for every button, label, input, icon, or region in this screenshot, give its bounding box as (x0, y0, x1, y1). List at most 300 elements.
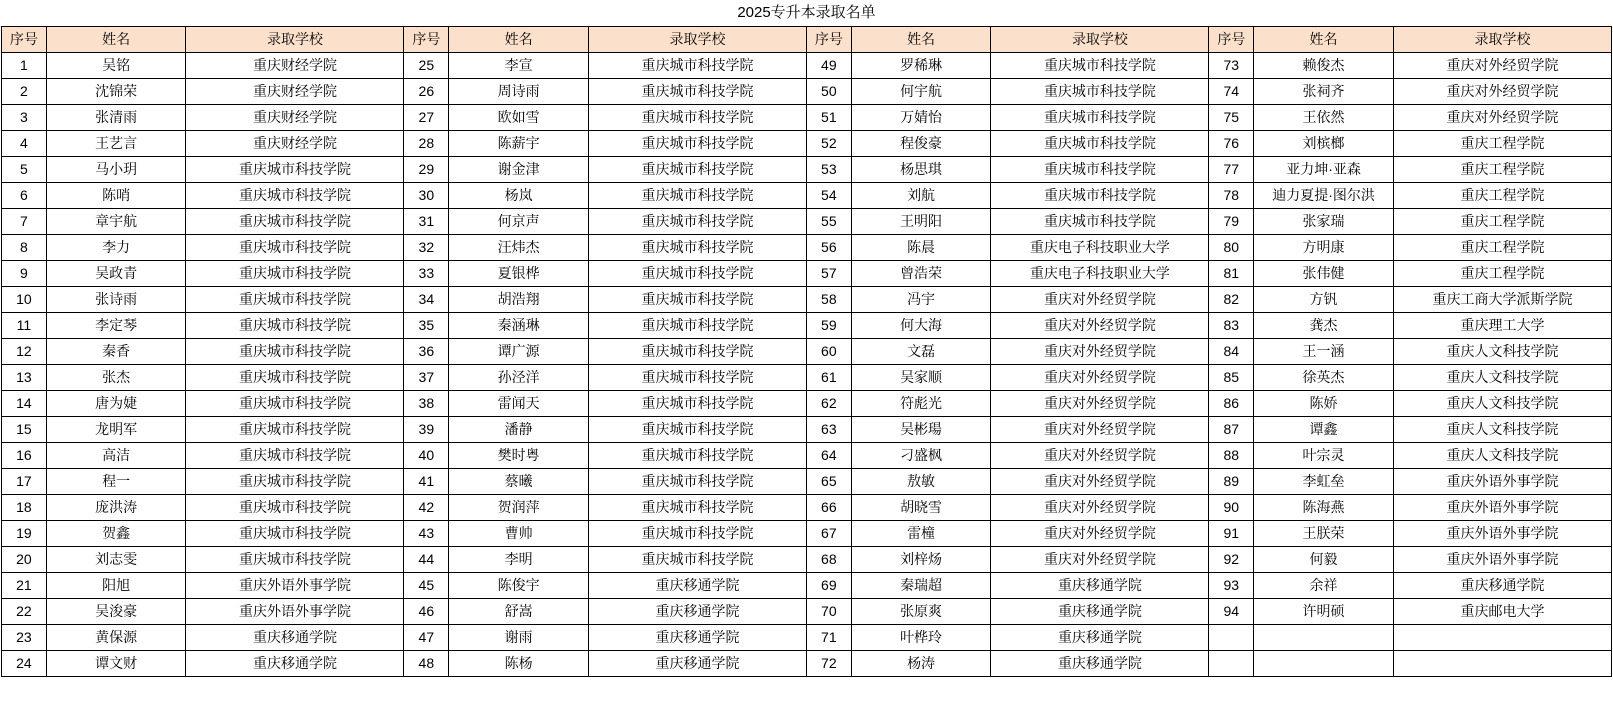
header-index-2: 序号 (404, 27, 449, 53)
cell-school: 重庆外语外事学院 (1393, 547, 1611, 573)
cell-school: 重庆对外经贸学院 (1393, 105, 1611, 131)
cell-school: 重庆城市科技学院 (588, 417, 806, 443)
cell-index: 90 (1209, 495, 1254, 521)
header-index-1: 序号 (2, 27, 47, 53)
header-name-1: 姓名 (46, 27, 186, 53)
cell-school: 重庆人文科技学院 (1393, 417, 1611, 443)
cell-name: 王朕荣 (1254, 521, 1394, 547)
cell-name: 秦涵琳 (449, 313, 589, 339)
header-name-4: 姓名 (1254, 27, 1394, 53)
cell-school: 重庆工程学院 (1393, 157, 1611, 183)
cell-name: 刘槟榔 (1254, 131, 1394, 157)
cell-index: 55 (806, 209, 851, 235)
cell-school: 重庆城市科技学院 (186, 157, 404, 183)
cell-school: 重庆城市科技学院 (186, 209, 404, 235)
cell-index: 29 (404, 157, 449, 183)
cell-school: 重庆城市科技学院 (186, 547, 404, 573)
cell-name: 舒嵩 (449, 599, 589, 625)
cell-index: 13 (2, 365, 47, 391)
cell-name: 李定琴 (46, 313, 186, 339)
cell-index: 46 (404, 599, 449, 625)
cell-name: 吴铭 (46, 53, 186, 79)
cell-index: 86 (1209, 391, 1254, 417)
cell-index: 30 (404, 183, 449, 209)
cell-index: 40 (404, 443, 449, 469)
cell-name: 程一 (46, 469, 186, 495)
cell-school: 重庆对外经贸学院 (991, 287, 1209, 313)
page-title: 2025专升本录取名单 (737, 4, 876, 21)
cell-name: 杨涛 (851, 651, 991, 677)
cell-name: 敖敏 (851, 469, 991, 495)
cell-index: 58 (806, 287, 851, 313)
cell-index: 9 (2, 261, 47, 287)
cell-school: 重庆对外经贸学院 (991, 313, 1209, 339)
cell-index: 10 (2, 287, 47, 313)
cell-index: 1 (2, 53, 47, 79)
cell-school: 重庆城市科技学院 (991, 53, 1209, 79)
header-name-2: 姓名 (449, 27, 589, 53)
cell-name: 欧如雪 (449, 105, 589, 131)
cell-index: 50 (806, 79, 851, 105)
cell-school: 重庆城市科技学院 (588, 495, 806, 521)
cell-school: 重庆城市科技学院 (186, 365, 404, 391)
cell-school: 重庆移通学院 (186, 651, 404, 677)
cell-name: 胡浩翔 (449, 287, 589, 313)
table-row (2, 53, 1612, 79)
table-row (2, 599, 1612, 625)
cell-name: 吴彬瑒 (851, 417, 991, 443)
cell-index: 60 (806, 339, 851, 365)
cell-index: 7 (2, 209, 47, 235)
cell-index: 66 (806, 495, 851, 521)
cell-name: 谢金津 (449, 157, 589, 183)
cell-school: 重庆对外经贸学院 (991, 391, 1209, 417)
cell-school (1393, 651, 1611, 677)
cell-school: 重庆财经学院 (186, 131, 404, 157)
cell-school: 重庆移通学院 (588, 625, 806, 651)
cell-index: 24 (2, 651, 47, 677)
cell-index: 3 (2, 105, 47, 131)
cell-school: 重庆城市科技学院 (186, 521, 404, 547)
table-row (2, 339, 1612, 365)
table-row (2, 235, 1612, 261)
cell-name: 万婧怡 (851, 105, 991, 131)
cell-school: 重庆城市科技学院 (588, 157, 806, 183)
cell-school: 重庆城市科技学院 (588, 365, 806, 391)
cell-index: 17 (2, 469, 47, 495)
table-row (2, 573, 1612, 599)
cell-index (1209, 651, 1254, 677)
cell-index: 16 (2, 443, 47, 469)
cell-school: 重庆移通学院 (186, 625, 404, 651)
cell-index: 19 (2, 521, 47, 547)
cell-name: 汪炜杰 (449, 235, 589, 261)
cell-school: 重庆对外经贸学院 (991, 521, 1209, 547)
cell-name: 曾浩荣 (851, 261, 991, 287)
cell-index: 77 (1209, 157, 1254, 183)
cell-school: 重庆对外经贸学院 (991, 443, 1209, 469)
cell-index: 81 (1209, 261, 1254, 287)
cell-name: 高洁 (46, 443, 186, 469)
cell-index: 89 (1209, 469, 1254, 495)
cell-index: 2 (2, 79, 47, 105)
cell-index: 76 (1209, 131, 1254, 157)
cell-index: 8 (2, 235, 47, 261)
cell-school: 重庆城市科技学院 (186, 235, 404, 261)
cell-school: 重庆人文科技学院 (1393, 391, 1611, 417)
cell-school: 重庆人文科技学院 (1393, 339, 1611, 365)
cell-name: 符彪光 (851, 391, 991, 417)
cell-index: 28 (404, 131, 449, 157)
table-row (2, 651, 1612, 677)
cell-index: 82 (1209, 287, 1254, 313)
cell-index: 62 (806, 391, 851, 417)
cell-name: 吴浚豪 (46, 599, 186, 625)
cell-school: 重庆城市科技学院 (186, 261, 404, 287)
cell-name: 潘静 (449, 417, 589, 443)
cell-school: 重庆移通学院 (991, 599, 1209, 625)
cell-school: 重庆外语外事学院 (186, 599, 404, 625)
table-row (2, 495, 1612, 521)
cell-school: 重庆电子科技职业大学 (991, 261, 1209, 287)
cell-school: 重庆城市科技学院 (991, 79, 1209, 105)
cell-name: 沈锦荣 (46, 79, 186, 105)
cell-index: 48 (404, 651, 449, 677)
table-row (2, 391, 1612, 417)
cell-school: 重庆移通学院 (991, 625, 1209, 651)
cell-school: 重庆城市科技学院 (588, 391, 806, 417)
cell-name (1254, 625, 1394, 651)
cell-school: 重庆城市科技学院 (588, 53, 806, 79)
cell-name: 樊时粤 (449, 443, 589, 469)
cell-name: 章宇航 (46, 209, 186, 235)
cell-index: 61 (806, 365, 851, 391)
cell-name: 方明康 (1254, 235, 1394, 261)
cell-school: 重庆工程学院 (1393, 235, 1611, 261)
cell-index: 88 (1209, 443, 1254, 469)
cell-name: 贺鑫 (46, 521, 186, 547)
cell-school: 重庆移通学院 (991, 573, 1209, 599)
cell-school: 重庆对外经贸学院 (1393, 53, 1611, 79)
cell-school: 重庆移通学院 (991, 651, 1209, 677)
cell-index: 33 (404, 261, 449, 287)
cell-name: 胡晓雪 (851, 495, 991, 521)
cell-school: 重庆城市科技学院 (588, 235, 806, 261)
cell-index: 80 (1209, 235, 1254, 261)
cell-index: 36 (404, 339, 449, 365)
cell-index: 27 (404, 105, 449, 131)
cell-name: 王明阳 (851, 209, 991, 235)
cell-school: 重庆城市科技学院 (588, 521, 806, 547)
cell-school: 重庆城市科技学院 (186, 469, 404, 495)
cell-name: 冯宇 (851, 287, 991, 313)
cell-school: 重庆移通学院 (588, 573, 806, 599)
table-row (2, 313, 1612, 339)
cell-name: 陈娇 (1254, 391, 1394, 417)
cell-index: 84 (1209, 339, 1254, 365)
cell-name: 蔡曦 (449, 469, 589, 495)
cell-name: 何毅 (1254, 547, 1394, 573)
cell-school: 重庆城市科技学院 (588, 261, 806, 287)
header-index-3: 序号 (806, 27, 851, 53)
cell-index: 42 (404, 495, 449, 521)
cell-index: 49 (806, 53, 851, 79)
header-school-1: 录取学校 (186, 27, 404, 53)
cell-index: 83 (1209, 313, 1254, 339)
cell-index: 78 (1209, 183, 1254, 209)
cell-index: 11 (2, 313, 47, 339)
cell-school: 重庆人文科技学院 (1393, 365, 1611, 391)
cell-school: 重庆对外经贸学院 (991, 339, 1209, 365)
cell-name: 许明硕 (1254, 599, 1394, 625)
cell-index: 73 (1209, 53, 1254, 79)
header-index-4: 序号 (1209, 27, 1254, 53)
cell-name: 夏银桦 (449, 261, 589, 287)
cell-name: 何大海 (851, 313, 991, 339)
cell-school: 重庆理工大学 (1393, 313, 1611, 339)
cell-name: 陈俊宇 (449, 573, 589, 599)
cell-school: 重庆城市科技学院 (588, 547, 806, 573)
table-row (2, 287, 1612, 313)
cell-index: 53 (806, 157, 851, 183)
cell-name: 刘梓炀 (851, 547, 991, 573)
cell-name (1254, 651, 1394, 677)
cell-name: 雷橦 (851, 521, 991, 547)
cell-school: 重庆城市科技学院 (588, 131, 806, 157)
cell-index: 5 (2, 157, 47, 183)
cell-index: 22 (2, 599, 47, 625)
cell-name: 周诗雨 (449, 79, 589, 105)
cell-index: 4 (2, 131, 47, 157)
cell-name: 张家瑞 (1254, 209, 1394, 235)
cell-name: 陈海燕 (1254, 495, 1394, 521)
cell-name: 叶桦玲 (851, 625, 991, 651)
cell-school: 重庆对外经贸学院 (991, 417, 1209, 443)
cell-index: 15 (2, 417, 47, 443)
cell-index: 43 (404, 521, 449, 547)
cell-index: 63 (806, 417, 851, 443)
cell-name: 雷闻天 (449, 391, 589, 417)
header-name-3: 姓名 (851, 27, 991, 53)
cell-index: 6 (2, 183, 47, 209)
cell-index: 54 (806, 183, 851, 209)
cell-name: 谭鑫 (1254, 417, 1394, 443)
cell-index: 39 (404, 417, 449, 443)
header-school-4: 录取学校 (1393, 27, 1611, 53)
cell-school: 重庆城市科技学院 (991, 157, 1209, 183)
cell-school: 重庆城市科技学院 (991, 209, 1209, 235)
cell-name: 唐为婕 (46, 391, 186, 417)
cell-school: 重庆城市科技学院 (588, 105, 806, 131)
cell-school: 重庆城市科技学院 (186, 183, 404, 209)
cell-index: 45 (404, 573, 449, 599)
cell-name: 秦香 (46, 339, 186, 365)
cell-index: 41 (404, 469, 449, 495)
cell-index: 85 (1209, 365, 1254, 391)
cell-name: 张杰 (46, 365, 186, 391)
cell-school: 重庆工商大学派斯学院 (1393, 287, 1611, 313)
cell-name: 张清雨 (46, 105, 186, 131)
cell-name: 刘航 (851, 183, 991, 209)
table-row (2, 209, 1612, 235)
cell-name: 赖俊杰 (1254, 53, 1394, 79)
cell-name: 孙泾洋 (449, 365, 589, 391)
cell-name: 亚力坤·亚森 (1254, 157, 1394, 183)
cell-index: 72 (806, 651, 851, 677)
cell-name: 张诗雨 (46, 287, 186, 313)
cell-index: 87 (1209, 417, 1254, 443)
cell-name: 李虹垒 (1254, 469, 1394, 495)
cell-name: 余祥 (1254, 573, 1394, 599)
cell-name: 刘志雯 (46, 547, 186, 573)
table-row (2, 131, 1612, 157)
table-header-row (2, 27, 1612, 53)
cell-name: 文磊 (851, 339, 991, 365)
cell-school: 重庆对外经贸学院 (991, 469, 1209, 495)
cell-school: 重庆工程学院 (1393, 209, 1611, 235)
cell-name: 龚杰 (1254, 313, 1394, 339)
table-row (2, 105, 1612, 131)
cell-name: 罗稀琳 (851, 53, 991, 79)
cell-name: 李明 (449, 547, 589, 573)
cell-name: 何京声 (449, 209, 589, 235)
cell-name: 吴家顺 (851, 365, 991, 391)
table-row (2, 625, 1612, 651)
cell-school: 重庆对外经贸学院 (991, 365, 1209, 391)
cell-index: 71 (806, 625, 851, 651)
cell-index: 91 (1209, 521, 1254, 547)
cell-school: 重庆城市科技学院 (588, 287, 806, 313)
cell-school: 重庆外语外事学院 (186, 573, 404, 599)
cell-name: 黄保源 (46, 625, 186, 651)
cell-name: 庞洪涛 (46, 495, 186, 521)
cell-school: 重庆外语外事学院 (1393, 495, 1611, 521)
table-row (2, 157, 1612, 183)
cell-index: 69 (806, 573, 851, 599)
cell-school: 重庆外语外事学院 (1393, 521, 1611, 547)
cell-name: 王一涵 (1254, 339, 1394, 365)
cell-index: 31 (404, 209, 449, 235)
cell-index: 75 (1209, 105, 1254, 131)
table-row (2, 183, 1612, 209)
cell-name: 陈杨 (449, 651, 589, 677)
cell-index: 47 (404, 625, 449, 651)
cell-school: 重庆财经学院 (186, 53, 404, 79)
cell-school: 重庆对外经贸学院 (991, 547, 1209, 573)
cell-school: 重庆财经学院 (186, 105, 404, 131)
admission-list-table (1, 26, 1612, 677)
cell-index: 25 (404, 53, 449, 79)
cell-name: 谭文财 (46, 651, 186, 677)
cell-index: 37 (404, 365, 449, 391)
cell-index: 44 (404, 547, 449, 573)
cell-name: 陈晨 (851, 235, 991, 261)
cell-index: 68 (806, 547, 851, 573)
cell-school: 重庆城市科技学院 (186, 339, 404, 365)
cell-index: 12 (2, 339, 47, 365)
cell-school: 重庆城市科技学院 (186, 495, 404, 521)
cell-index: 94 (1209, 599, 1254, 625)
cell-name: 王艺言 (46, 131, 186, 157)
cell-school: 重庆城市科技学院 (186, 391, 404, 417)
cell-name: 陈哨 (46, 183, 186, 209)
cell-index: 20 (2, 547, 47, 573)
cell-school: 重庆城市科技学院 (991, 131, 1209, 157)
cell-name: 叶宗灵 (1254, 443, 1394, 469)
cell-school: 重庆电子科技职业大学 (991, 235, 1209, 261)
header-school-3: 录取学校 (991, 27, 1209, 53)
cell-school: 重庆城市科技学院 (588, 79, 806, 105)
table-row (2, 521, 1612, 547)
cell-school: 重庆城市科技学院 (588, 339, 806, 365)
table-row (2, 443, 1612, 469)
table-row (2, 469, 1612, 495)
cell-index: 59 (806, 313, 851, 339)
cell-school: 重庆邮电大学 (1393, 599, 1611, 625)
cell-index: 52 (806, 131, 851, 157)
cell-name: 迪力夏提·图尔洪 (1254, 183, 1394, 209)
cell-school: 重庆对外经贸学院 (991, 495, 1209, 521)
cell-index: 38 (404, 391, 449, 417)
cell-school: 重庆城市科技学院 (186, 313, 404, 339)
cell-name: 秦瑞超 (851, 573, 991, 599)
cell-school: 重庆移通学院 (1393, 573, 1611, 599)
cell-name: 杨岚 (449, 183, 589, 209)
cell-index: 92 (1209, 547, 1254, 573)
cell-name: 李宣 (449, 53, 589, 79)
cell-name: 贺润萍 (449, 495, 589, 521)
cell-school: 重庆城市科技学院 (588, 313, 806, 339)
cell-school: 重庆城市科技学院 (588, 469, 806, 495)
cell-index: 65 (806, 469, 851, 495)
table-row (2, 79, 1612, 105)
cell-index: 74 (1209, 79, 1254, 105)
cell-name: 徐英杰 (1254, 365, 1394, 391)
cell-index: 51 (806, 105, 851, 131)
cell-name: 张原爽 (851, 599, 991, 625)
cell-school: 重庆对外经贸学院 (1393, 79, 1611, 105)
table-row (2, 417, 1612, 443)
cell-school: 重庆城市科技学院 (588, 183, 806, 209)
cell-school: 重庆外语外事学院 (1393, 469, 1611, 495)
cell-index: 34 (404, 287, 449, 313)
cell-name: 杨思琪 (851, 157, 991, 183)
cell-index: 57 (806, 261, 851, 287)
cell-school: 重庆城市科技学院 (991, 105, 1209, 131)
cell-school: 重庆工程学院 (1393, 131, 1611, 157)
cell-index: 21 (2, 573, 47, 599)
cell-name: 李力 (46, 235, 186, 261)
cell-name: 吴政青 (46, 261, 186, 287)
table-row (2, 261, 1612, 287)
cell-name: 曹帅 (449, 521, 589, 547)
cell-name: 张伟健 (1254, 261, 1394, 287)
cell-school: 重庆城市科技学院 (186, 443, 404, 469)
cell-name: 何宇航 (851, 79, 991, 105)
cell-index: 18 (2, 495, 47, 521)
cell-index: 79 (1209, 209, 1254, 235)
cell-school: 重庆城市科技学院 (991, 183, 1209, 209)
cell-name: 谭广源 (449, 339, 589, 365)
cell-name: 王依然 (1254, 105, 1394, 131)
table-row (2, 547, 1612, 573)
cell-name: 张祠齐 (1254, 79, 1394, 105)
cell-name: 龙明军 (46, 417, 186, 443)
cell-school: 重庆人文科技学院 (1393, 443, 1611, 469)
cell-index: 56 (806, 235, 851, 261)
cell-name: 刁盛枫 (851, 443, 991, 469)
cell-index: 35 (404, 313, 449, 339)
